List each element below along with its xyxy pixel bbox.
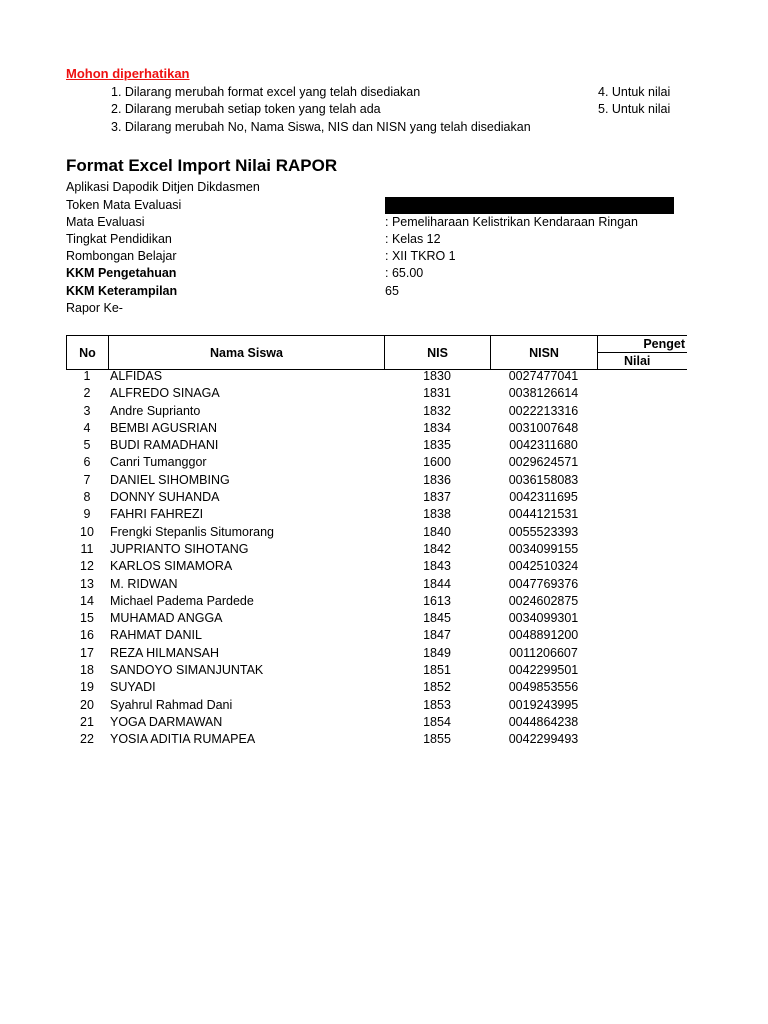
row-nama-siswa: M. RIDWAN (110, 576, 178, 591)
mata-evaluasi-value: : Pemeliharaan Kelistrikan Kendaraan Ringan (385, 215, 638, 229)
token-value-redacted (385, 197, 674, 214)
row-nisn: 0042311680 (509, 438, 578, 453)
row-nisn: 0042299501 (508, 663, 579, 678)
row-no: 15 (80, 611, 94, 626)
row-no: 17 (80, 645, 94, 660)
row-no: 12 (80, 559, 94, 574)
row-nis: 1836 (423, 472, 451, 487)
row-nama-siswa: SANDOYO SIMANJUNTAK (110, 663, 264, 678)
row-nisn: 0024602875 (508, 593, 579, 608)
row-nisn: 0034099155 (508, 541, 579, 556)
row-nisn: 0038126614 (508, 386, 579, 401)
row-nama-siswa: DANIEL SIHOMBING (110, 472, 230, 487)
row-nisn: 0019243995 (508, 697, 579, 712)
row-nis: 1849 (423, 645, 451, 660)
row-no: 11 (80, 541, 94, 556)
notice-item-3: 3. Dilarang merubah No, Nama Siswa, NIS dan NISN yang telah disediakan (111, 120, 531, 134)
mata-evaluasi-label: Mata Evaluasi (66, 215, 145, 229)
row-no: 19 (80, 680, 94, 695)
row-nis: 1843 (423, 559, 451, 574)
row-no: 22 (80, 732, 94, 747)
row-no: 13 (80, 576, 94, 591)
row-no: 3 (83, 403, 91, 418)
row-nis: 1852 (423, 680, 451, 695)
row-nis: 1844 (423, 576, 451, 591)
token-label: Token Mata Evaluasi (66, 198, 182, 212)
row-nama-siswa: SUYADI (110, 680, 156, 695)
row-nisn: 0044864238 (508, 714, 579, 729)
row-no: 5 (83, 438, 91, 453)
row-no: 8 (83, 490, 91, 505)
header-nama-siswa: Nama Siswa (108, 335, 385, 370)
row-nama-siswa: MUHAMAD ANGGA (110, 611, 223, 626)
row-no: 21 (80, 714, 94, 729)
row-nisn: 0036158083 (508, 472, 579, 487)
notice-item-5: 5. Untuk nilai (598, 102, 671, 116)
row-no: 7 (83, 472, 91, 487)
header-nilai: Nilai (597, 352, 687, 370)
row-nama-siswa: YOSIA ADITIA RUMAPEA (110, 732, 256, 747)
row-nama-siswa: BEMBI AGUSRIAN (110, 420, 217, 435)
row-no: 20 (80, 697, 94, 712)
row-nis: 1837 (423, 490, 451, 505)
app-name: Aplikasi Dapodik Ditjen Dikdasmen (66, 180, 260, 194)
notice-item-1: 1. Dilarang merubah format excel yang telah disediakan (111, 85, 421, 99)
row-nama-siswa: BUDI RAMADHANI (110, 438, 219, 453)
row-nisn: 0031007648 (508, 420, 579, 435)
row-nis: 1600 (423, 455, 451, 470)
header-nisn: NISN (490, 335, 598, 370)
row-nisn: 0055523393 (508, 524, 579, 539)
row-nama-siswa: JUPRIANTO SIHOTANG (110, 541, 249, 556)
row-nis: 1830 (423, 369, 451, 383)
row-nisn: 0027477041 (508, 369, 579, 383)
row-nis: 1845 (423, 611, 451, 626)
row-nama-siswa: ALFIDAS (110, 369, 163, 383)
tingkat-value: : Kelas 12 (385, 232, 441, 246)
row-no: 10 (80, 524, 94, 539)
row-nisn: 0042510324 (508, 559, 579, 574)
row-nama-siswa: DONNY SUHANDA (110, 490, 220, 505)
tingkat-label: Tingkat Pendidikan (66, 232, 172, 246)
row-nisn: 0029624571 (508, 455, 579, 470)
row-no: 4 (83, 420, 91, 435)
kkm-pengetahuan-label: KKM Pengetahuan (66, 266, 177, 280)
row-no: 2 (83, 386, 91, 401)
row-nis: 1613 (423, 593, 451, 608)
rombel-value: : XII TKRO 1 (385, 249, 456, 263)
row-nama-siswa: ALFREDO SINAGA (110, 386, 220, 401)
row-no: 14 (80, 593, 94, 608)
row-nama-siswa: YOGA DARMAWAN (110, 714, 223, 729)
row-nama-siswa: Michael Padema Pardede (110, 593, 254, 608)
document-title: Format Excel Import Nilai RAPOR (66, 156, 338, 175)
row-nis: 1855 (423, 732, 451, 747)
notice-item-4: 4. Untuk nilai (598, 85, 671, 99)
row-nisn: 0042311695 (509, 490, 578, 505)
row-nama-siswa: REZA HILMANSAH (110, 645, 220, 660)
row-nis: 1854 (423, 714, 451, 729)
row-no: 1 (83, 369, 91, 383)
row-nisn: 0034099301 (508, 611, 579, 626)
row-nis: 1847 (423, 628, 451, 643)
header-no: No (66, 335, 109, 370)
kkm-keterampilan-value: 65 (385, 284, 399, 298)
row-nis: 1835 (423, 438, 451, 453)
rapor-ke-label: Rapor Ke- (66, 301, 123, 315)
kkm-pengetahuan-value: : 65.00 (385, 266, 424, 280)
row-nisn: 0049853556 (508, 680, 579, 695)
row-nis: 1842 (423, 541, 451, 556)
notice-item-2: 2. Dilarang merubah setiap token yang telah ada (111, 102, 381, 116)
row-nis: 1831 (423, 386, 451, 401)
row-nama-siswa: RAHMAT DANIL (110, 628, 202, 643)
row-nis: 1840 (423, 524, 451, 539)
row-nama-siswa: Frengki Stepanlis Situmorang (110, 524, 274, 539)
header-nis: NIS (384, 335, 491, 370)
rombel-label: Rombongan Belajar (66, 249, 177, 263)
row-nis: 1851 (423, 663, 451, 678)
row-nis: 1834 (423, 420, 451, 435)
row-nama-siswa: FAHRI FAHREZI (110, 507, 204, 522)
header-pengetahuan: Penget (597, 335, 687, 353)
row-no: 9 (83, 507, 91, 522)
row-nisn: 0022213316 (508, 403, 579, 418)
row-nisn: 0048891200 (508, 628, 579, 643)
kkm-keterampilan-label: KKM Keterampilan (66, 284, 178, 298)
notice-title: Mohon diperhatikan (66, 66, 190, 81)
row-no: 18 (80, 663, 94, 678)
row-nama-siswa: Syahrul Rahmad Dani (110, 697, 233, 712)
row-nama-siswa: KARLOS SIMAMORA (110, 559, 233, 574)
row-nama-siswa: Canri Tumanggor (110, 455, 207, 470)
row-nisn: 0047769376 (508, 576, 579, 591)
row-nisn: 0042299493 (508, 732, 579, 747)
row-nama-siswa: Andre Suprianto (110, 403, 201, 418)
row-nisn: 0011206607 (509, 645, 578, 660)
row-nis: 1853 (423, 697, 451, 712)
row-nisn: 0044121531 (508, 507, 579, 522)
row-nis: 1838 (423, 507, 451, 522)
row-nis: 1832 (423, 403, 451, 418)
row-no: 6 (83, 455, 91, 470)
row-no: 16 (80, 628, 94, 643)
